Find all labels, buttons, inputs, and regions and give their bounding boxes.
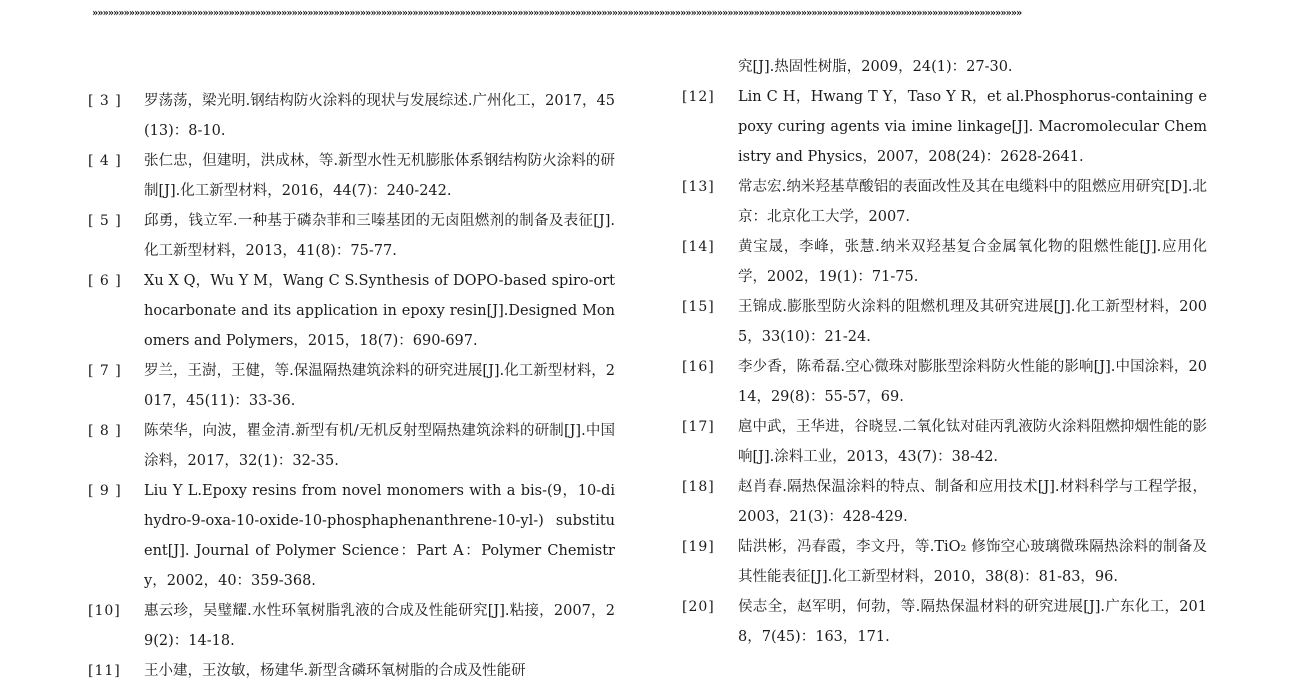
references-right-column xyxy=(682,52,1207,652)
reference-entry xyxy=(88,656,615,686)
reference-number: [ 6 ] xyxy=(88,273,122,289)
reference-text: 陆洪彬，冯春霞，李文丹，等.TiO₂ 修饰空心玻璃微珠隔热涂料的制备及其性能表征[J].化工新型材料，2010，38(8)：81-83，96. xyxy=(738,539,1207,585)
reference-text: 李少香，陈希磊.空心微珠对膨胀型涂料防火性能的影响[J].中国涂料，2014，29(8)：55-57，69. xyxy=(738,359,1207,405)
reference-number: [ 9 ] xyxy=(88,483,122,499)
reference-number: [15] xyxy=(682,299,715,315)
reference-continuation: 究[J].热固性树脂，2009，24(1)：27-30. xyxy=(738,59,1013,75)
reference-entry xyxy=(88,146,615,206)
reference-number: [12] xyxy=(682,89,715,105)
reference-number: [14] xyxy=(682,239,715,255)
reference-entry xyxy=(88,266,615,356)
reference-number: [13] xyxy=(682,179,715,195)
reference-entry xyxy=(88,356,615,416)
reference-text: Lin C H，Hwang T Y，Taso Y R，et al.Phosphorus-containing epoxy curing agents via imine linkage[J]. Macromolecular Chemistry and Physics，2007，208(24)：2628-2641. xyxy=(738,89,1207,165)
reference-number: [ 7 ] xyxy=(88,363,122,379)
reference-entry xyxy=(682,472,1207,532)
reference-entry xyxy=(88,86,615,146)
reference-text: 张仁忠，但建明，洪成林，等.新型水性无机膨胀体系钢结构防火涂料的研制[J].化工新型材料，2016，44(7)：240-242. xyxy=(144,153,615,199)
reference-number: [17] xyxy=(682,419,715,435)
reference-number: [ 3 ] xyxy=(88,93,122,109)
reference-entry xyxy=(88,206,615,266)
reference-number: [ 4 ] xyxy=(88,153,122,169)
reference-text: 惠云珍，吴璧耀.水性环氧树脂乳液的合成及性能研究[J].粘接，2007，29(2)：14-18. xyxy=(144,603,615,649)
reference-number: [ 8 ] xyxy=(88,423,122,439)
reference-text: 扈中武，王华进，谷晓昱.二氧化钛对硅丙乳液防火涂料阻燃抑烟性能的影响[J].涂料工业，2013，43(7)：38-42. xyxy=(738,419,1207,465)
reference-text: Liu Y L.Epoxy resins from novel monomers with a bis-(9，10-dihydro-9-oxa-10-oxide-10-phosphaphenanthrene-10-yl-) substituent[J]. Journal of Polymer Science：Part A：Polymer Chemistry，2002，40：359-368. xyxy=(144,483,615,589)
reference-entry xyxy=(682,412,1207,472)
reference-entry xyxy=(682,232,1207,292)
reference-text: 邱勇，钱立军.一种基于磷杂菲和三嗪基团的无卤阻燃剂的制备及表征[J].化工新型材料，2013，41(8)：75-77. xyxy=(144,213,615,259)
reference-entry xyxy=(88,416,615,476)
reference-entry xyxy=(682,592,1207,652)
reference-text: 罗兰，王澍，王健，等.保温隔热建筑涂料的研究进展[J].化工新型材料，2017，45(11)：33-36. xyxy=(144,363,615,409)
reference-number: [10] xyxy=(88,603,121,619)
reference-entry xyxy=(88,596,615,656)
reference-number: [ 5 ] xyxy=(88,213,122,229)
reference-entry xyxy=(682,352,1207,412)
reference-text: 陈荣华，向波，瞿金清.新型有机/无机反射型隔热建筑涂料的研制[J].中国涂料，2017，32(1)：32-35. xyxy=(144,423,615,469)
reference-text: 赵肖春.隔热保温涂料的特点、制备和应用技术[J].材料科学与工程学报，2003，21(3)：428-429. xyxy=(738,479,1207,525)
reference-number: [20] xyxy=(682,599,715,615)
reference-text: 王锦成.膨胀型防火涂料的阻燃机理及其研究进展[J].化工新型材料，2005，33(10)：21-24. xyxy=(738,299,1207,345)
reference-number: [18] xyxy=(682,479,715,495)
top-decorative-rule: »»»»»»»»»»»»»»»»»»»»»»»»»»»»»»»»»»»»»»»»»»»»»»»»»»»»»»»»»»»»»»»»»»»»»»»»»»»»»»»»»»»»»»»»»»»»»»»»»»»»»»»»»»»»»»»»»»»»»»»»»»»»»»»»»»»»»»»»»»»»»»»»»»»»»»»»»»»»»»»»»»»»»»»»»»»»»»»»» xyxy=(92,8,1022,19)
reference-text: Xu X Q，Wu Y M，Wang C S.Synthesis of DOPO-based spiro-orthocarbonate and its application in epoxy resin[J].Designed Monomers and Polymers，2015，18(7)：690-697. xyxy=(144,273,615,349)
reference-text: 王小建，王汝敏，杨建华.新型含磷环氧树脂的合成及性能研 xyxy=(144,663,526,679)
reference-entry xyxy=(682,82,1207,172)
reference-text: 黄宝晟，李峰，张慧.纳米双羟基复合金属氧化物的阻燃性能[J].应用化学，2002，19(1)：71-75. xyxy=(738,239,1207,285)
reference-number: [16] xyxy=(682,359,715,375)
reference-entry xyxy=(682,532,1207,592)
reference-entry xyxy=(88,476,615,596)
reference-number: [19] xyxy=(682,539,715,555)
reference-entry xyxy=(682,292,1207,352)
references-left-column xyxy=(88,86,615,686)
reference-entry xyxy=(682,172,1207,232)
reference-text: 常志宏.纳米羟基草酸铝的表面改性及其在电缆料中的阻燃应用研究[D].北京：北京化工大学，2007. xyxy=(738,179,1207,225)
reference-number: [11] xyxy=(88,663,121,679)
reference-text: 罗荡荡，梁光明.钢结构防火涂料的现状与发展综述.广州化工，2017，45(13)：8-10. xyxy=(144,93,615,139)
reference-text: 侯志全，赵军明，何勃，等.隔热保温材料的研究进展[J].广东化工，2018，7(45)：163，171. xyxy=(738,599,1207,645)
